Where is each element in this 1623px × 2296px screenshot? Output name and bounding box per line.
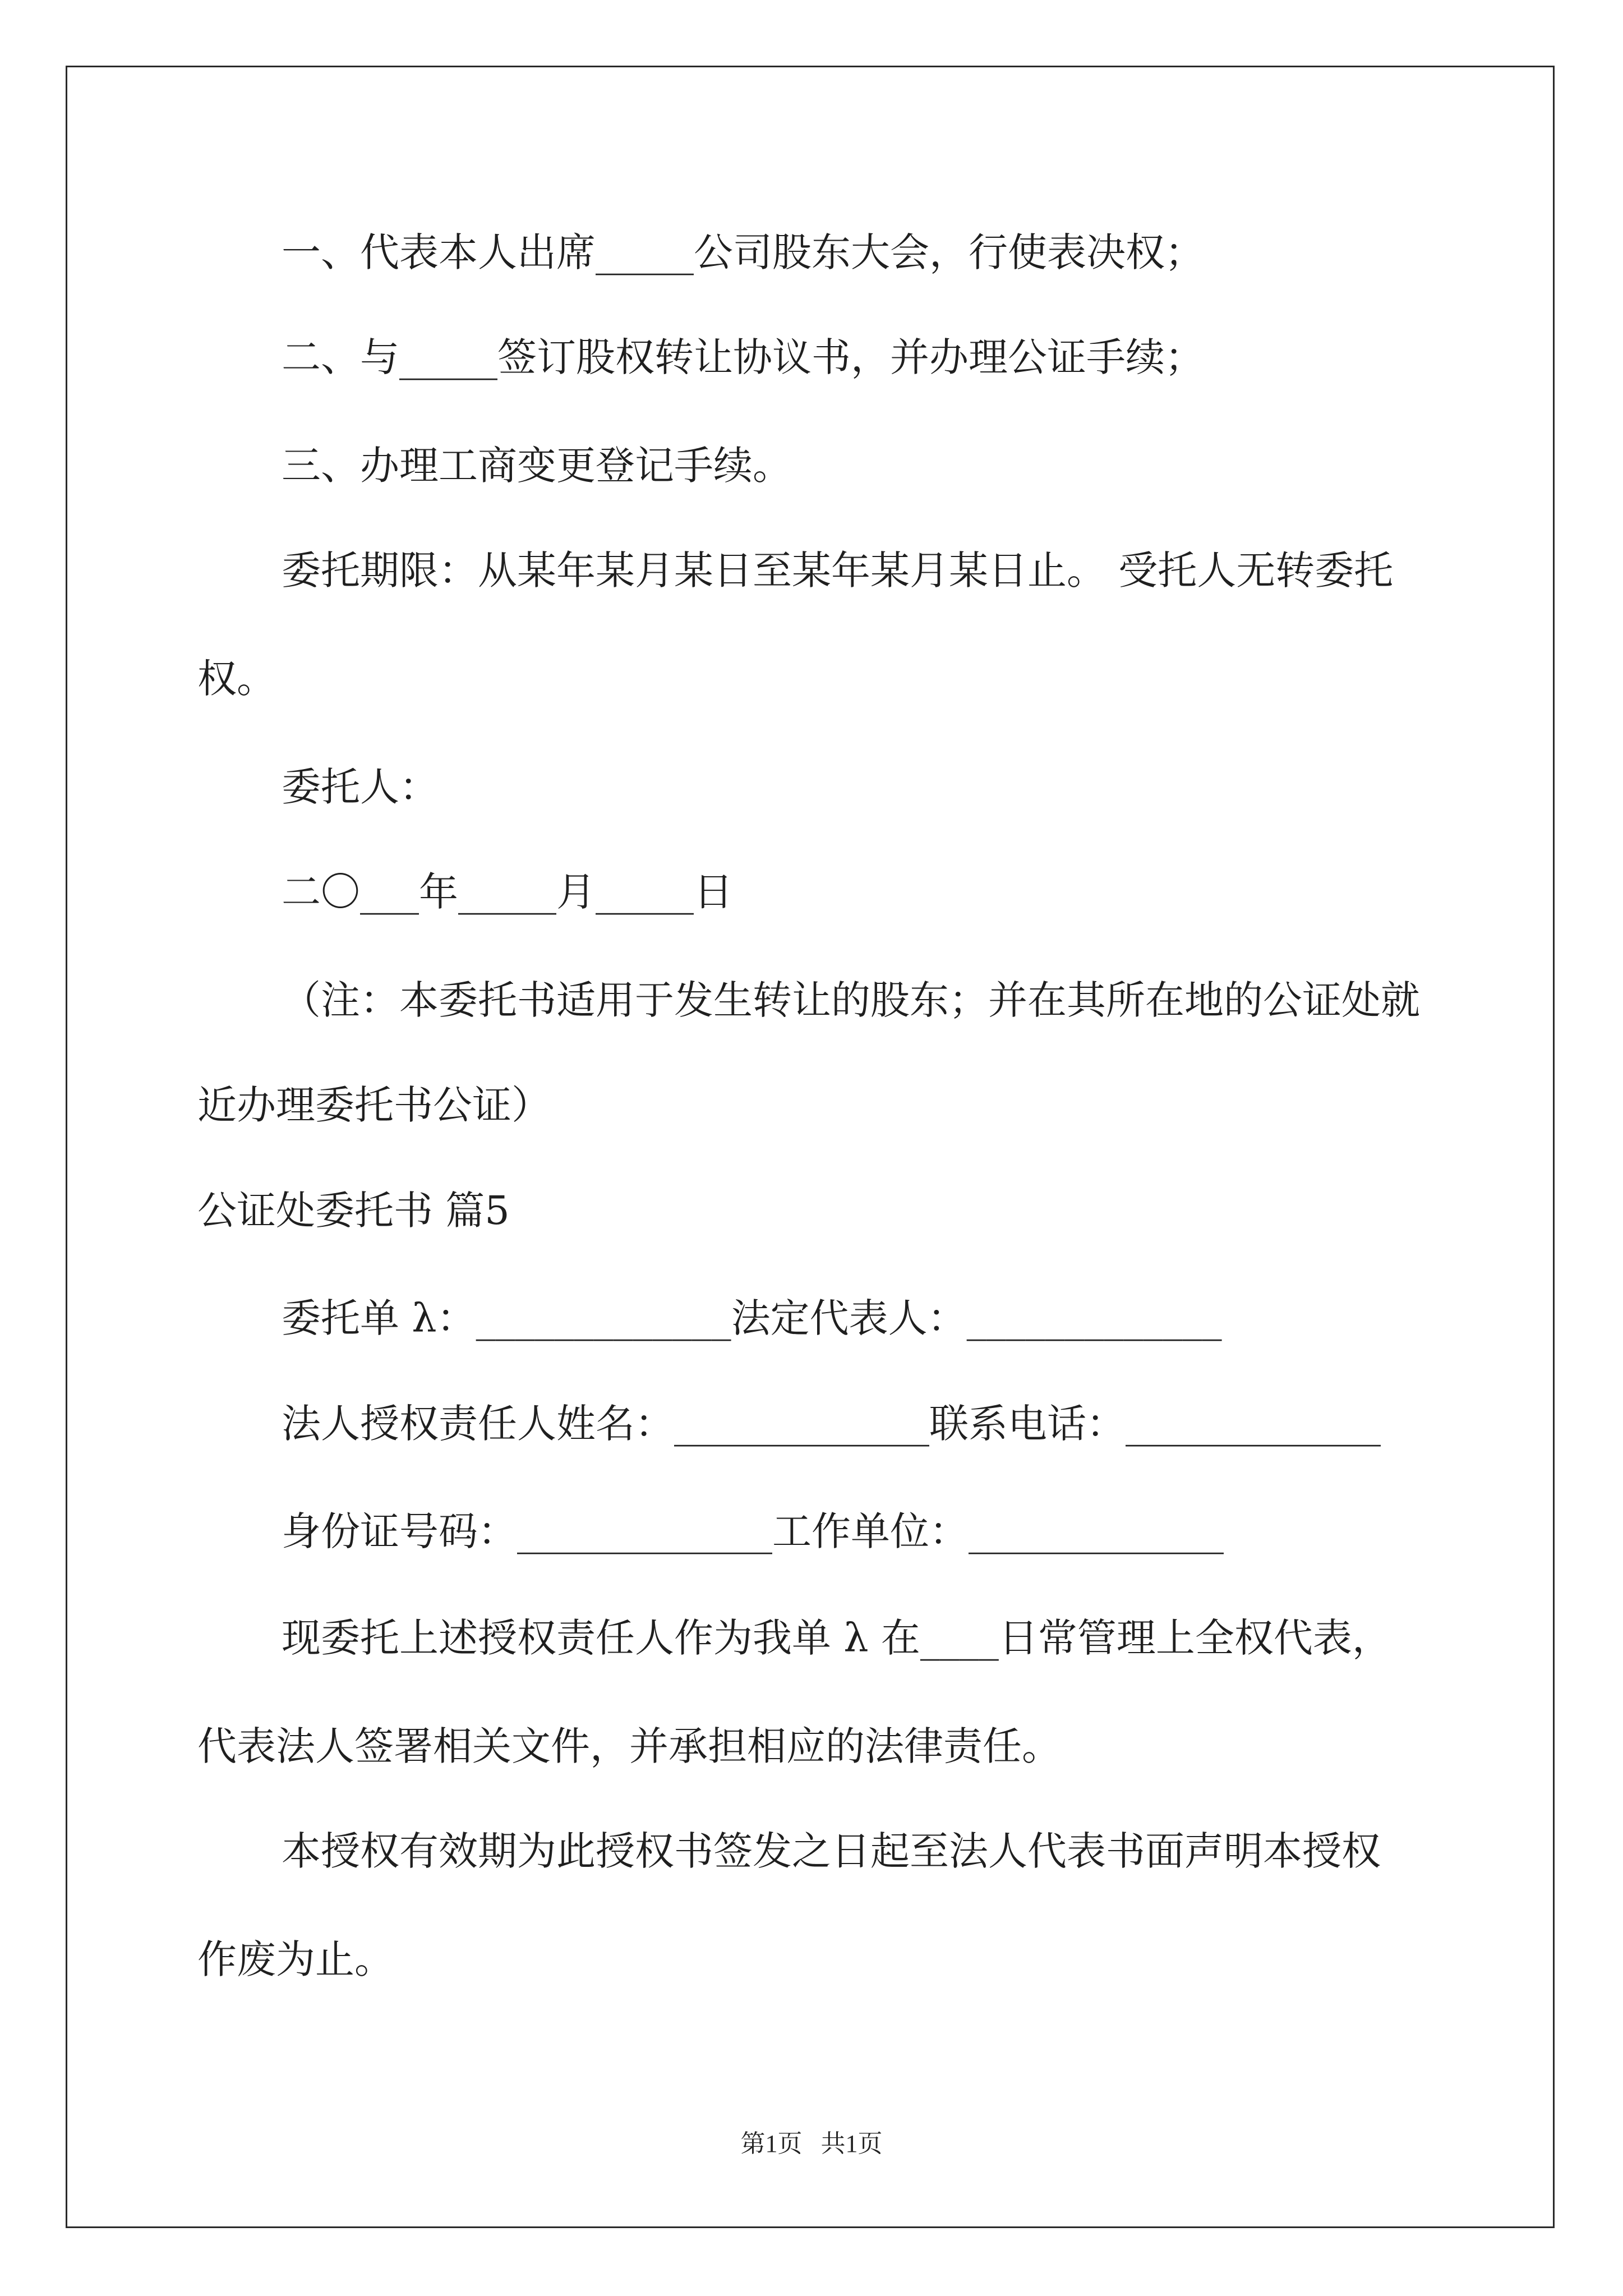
text-line-16: 本授权有效期为此授权书签发之日起至法人代表书面声明本授权: [282, 1828, 1381, 1874]
page-footer: 第1页 共1页: [740, 2130, 883, 2157]
text-line-5: 权。: [197, 656, 276, 702]
text-line-14: 现委托上述授权责任人作为我单 λ 在____日常管理上全权代表，: [282, 1615, 1391, 1661]
text-line-1: 一、代表本人出席_____公司股东大会，行使表决权；: [282, 229, 1204, 275]
text-line-2: 二、与_____签订股权转让协议书，并办理公证手续；: [282, 334, 1204, 380]
text-line-17: 作废为止。: [197, 1936, 394, 1982]
text-line-11: 委托单 λ：_____________法定代表人：_____________: [282, 1295, 1222, 1341]
text-line-4: 委托期限：从某年某月某日至某年某月某日止。 受托人无转委托: [282, 547, 1394, 593]
text-line-3: 三、办理工商变更登记手续。: [282, 443, 792, 489]
text-line-7: 二〇___年_____月_____日: [282, 869, 733, 915]
text-line-6: 委托人：: [282, 764, 439, 810]
page-border: [66, 66, 1555, 2228]
text-line-8: （注：本委托书适用于发生转让的股东；并在其所在地的公证处就: [282, 977, 1420, 1023]
text-line-13: 身份证号码：_____________工作单位：_____________: [282, 1508, 1224, 1554]
section-heading: 公证处委托书 篇5: [197, 1188, 510, 1234]
text-line-15: 代表法人签署相关文件，并承担相应的法律责任。: [197, 1723, 1061, 1769]
text-line-12: 法人授权责任人姓名：_____________联系电话：_____________: [282, 1401, 1381, 1447]
text-line-9: 近办理委托书公证）: [197, 1082, 551, 1128]
